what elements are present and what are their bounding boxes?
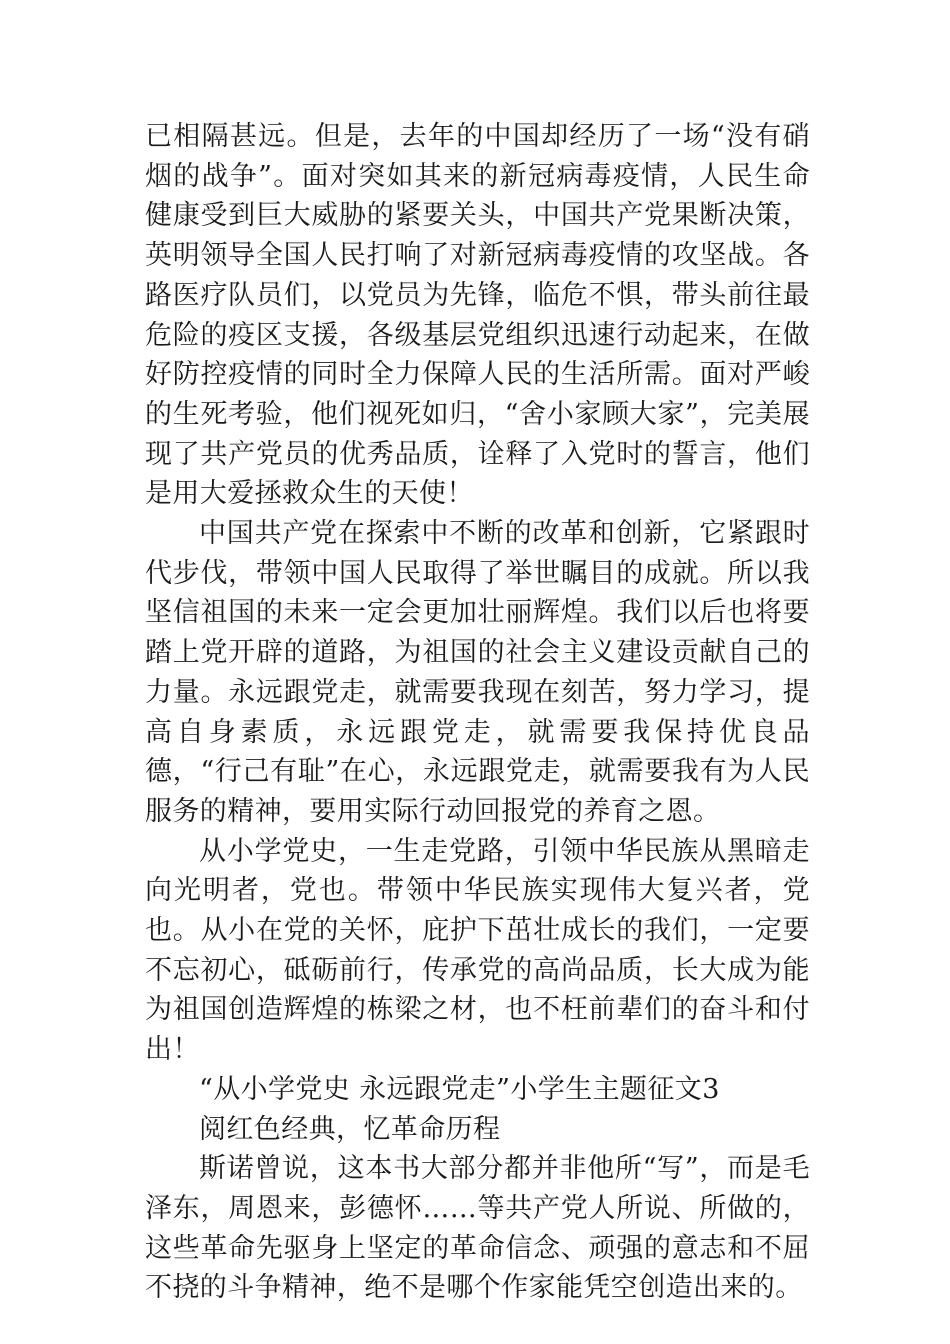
paragraph-continuation: 已相隔甚远。但是，去年的中国却经历了一场“没有硝烟的战争”。面对突如其来的新冠病毒疫情，人民生命健康受到巨大威胁的紧要关头，中国共产党果断决策，英明领导全国人民打响了对新冠病毒疫情的攻坚战。各路医疗队员们，以党员为先锋，临危不惧，带头前往最危险的疫区支援，各级基层党组织迅速行动起来，在做好防控疫情的同时全力保障人民的生活所需。面对严峻的生死考验，他们视死如归，“舍小家顾大家”，完美展现了共产党员的优秀品质，诠释了入党时的誓言，他们是用大爱拯救众生的天使！ [145,121,810,510]
essay-subtitle: 阅红色经典，忆革命历程 [199,1113,501,1145]
paragraph-reform: 中国共产党在探索中不断的改革和创新，它紧跟时代步伐，带领中国人民取得了举世瞩目的成就。所以我坚信祖国的未来一定会更加壮丽辉煌。我们以后也将要踏上党开辟的道路，为祖国的社会主义建设贡献自己的力量。永远跟党走，就需要我现在刻苦，努力学习，提高自身素质，永远跟党走，就需要我保持优良品德，“行己有耻”在心，永远跟党走，就需要我有为人民服务的精神，要用实际行动回报党的养育之恩。 [145,518,810,827]
essay-title: “从小学党史 永远跟党走”小学生主题征文3 [199,1073,720,1105]
paragraph-party-history: 从小学党史，一生走党路，引领中华民族从黑暗走向光明者，党也。带领中华民族实现伟大复兴者，党也。从小在党的关怀，庇护下茁壮成长的我们，一定要不忘初心，砥砺前行，传承党的高尚品质，长大成为能为祖国创造辉煌的栋梁之材，也不枉前辈们的奋斗和付出！ [145,835,810,1066]
paragraph-snow: 斯诺曾说，这本书大部分都并非他所“写”，而是毛泽东，周恩来，彭德怀……等共产党人所说、所做的，这些革命先驱身上坚定的革命信念、顽强的意志和不屈不挠的斗争精神，绝不是哪个作家能凭空创造出来的。 [145,1153,810,1304]
document-page [145,117,810,1308]
